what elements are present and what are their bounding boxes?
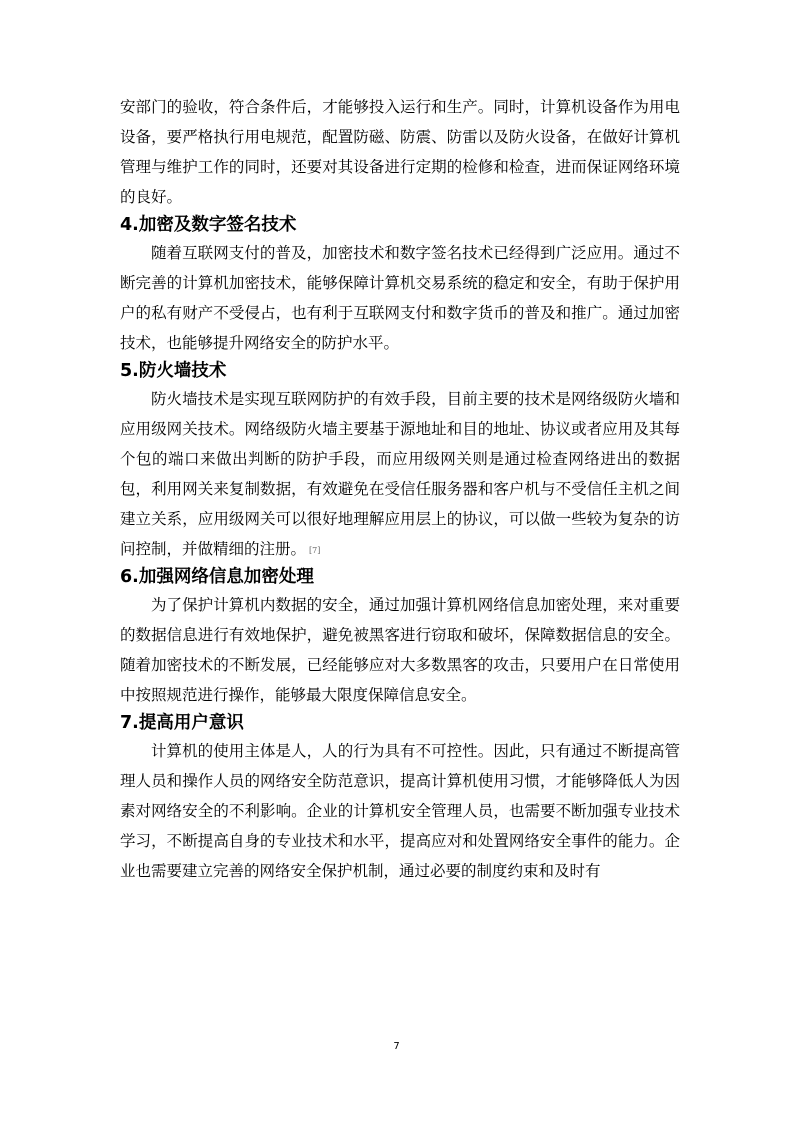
section-4-paragraph: 随着互联网支付的普及，加密技术和数字签名技术已经得到广泛应用。通过不断完善的计算机加密技术，能够保障计算机交易系统的稳定和安全，有助于保护用户的私有财产不受侵占，也有利于互联网支付和数字货币的普及和推广。通过加密技术，也能够提升网络安全的防护水平。 bbox=[120, 244, 680, 352]
section-heading-5: 5.防火墙技术 bbox=[120, 361, 227, 381]
page-number: 7 bbox=[393, 1041, 400, 1052]
section-heading-6: 6.加强网络信息加密处理 bbox=[120, 567, 314, 587]
intro-paragraph: 安部门的验收，符合条件后，才能够投入运行和生产。同时，计算机设备作为用电设备，要严格执行用电规范，配置防磁、防震、防雷以及防火设备，在做好计算机管理与维护工作的同时，还要对其设备进行定期的检修和检查，进而保证网络环境的良好。 bbox=[120, 98, 680, 206]
page-body bbox=[120, 92, 680, 886]
citation-reference: [7] bbox=[309, 546, 321, 555]
section-heading-4: 4.加密及数字签名技术 bbox=[120, 215, 297, 235]
section-5-text: 防火墙技术是实现互联网防护的有效手段，目前主要的技术是网络级防火墙和应用级网关技术。网络级防火墙主要基于源地址和目的地址、协议或者应用及其每个包的端口来做出判断的防护手段，而应用级网关则是通过检查网络进出的数据包，利用网关来复制数据，有效避免在受信任服务器和客户机与不受信任主机之间建立关系，应用级网关可以很好地理解应用层上的协议，可以做一些较为复杂的访问控制，并做精细的注册。 bbox=[120, 390, 680, 558]
section-5-paragraph bbox=[120, 384, 680, 564]
section-7-paragraph: 计算机的使用主体是人，人的行为具有不可控性。因此，只有通过不断提高管理人员和操作人员的网络安全防范意识，提高计算机使用习惯，才能够降低人为因素对网络安全的不利影响。企业的计算机安全管理人员，也需要不断加强专业技术学习，不断提高自身的专业技术和水平，提高应对和处置网络安全事件的能力。企业也需要建立完善的网络安全保护机制，通过必要的制度约束和及时有 bbox=[120, 742, 680, 880]
section-6-paragraph: 为了保护计算机内数据的安全，通过加强计算机网络信息加密处理，来对重要的数据信息进行有效地保护，避免被黑客进行窃取和破坏，保障数据信息的安全。随着加密技术的不断发展，已经能够应对大多数黑客的攻击，只要用户在日常使用中按照规范进行操作，能够最大限度保障信息安全。 bbox=[120, 596, 680, 704]
section-heading-7: 7.提高用户意识 bbox=[120, 713, 244, 733]
